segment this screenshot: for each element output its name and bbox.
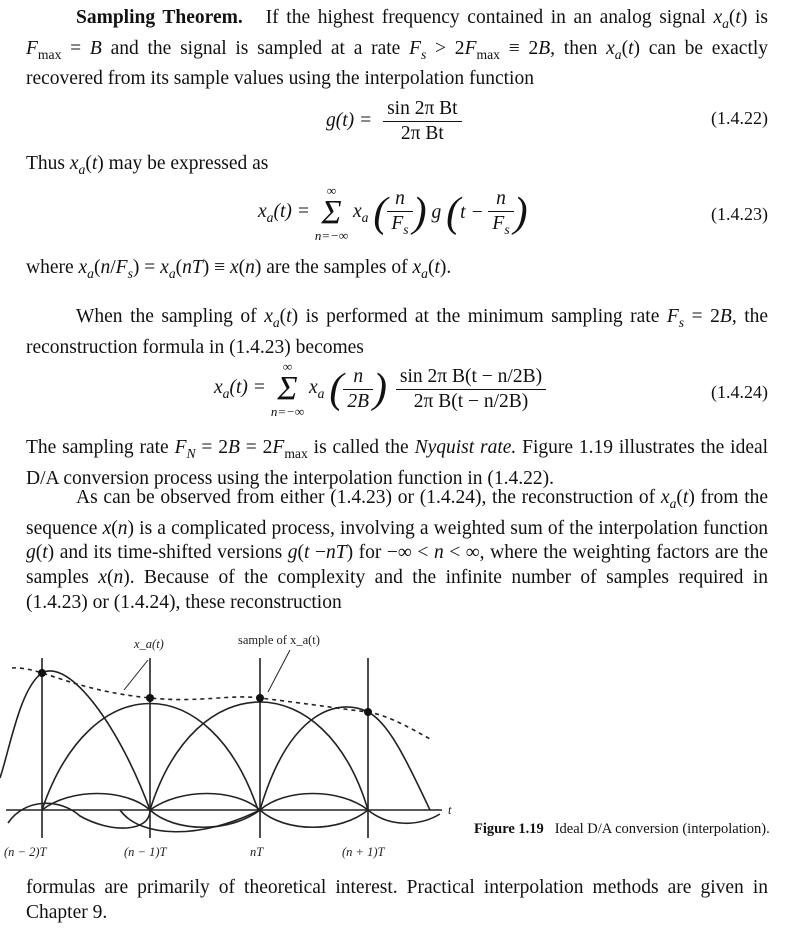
theorem-paragraph: Sampling Theorem. If the highest frequency contained in an analog signal $x_a(t)$ is $F_{max} = B$ and the signal is sampled at a rate $F_s > 2F_{max} \equiv 2B$, then $x_a(t)$ can be exactly recovered from its sample values using the interpolation function bbox=[26, 7, 769, 90]
sample-point bbox=[256, 694, 264, 702]
leader-line bbox=[268, 650, 290, 692]
equation-1-4-22: g(t) = $\frac{\text{sin 2π Bt}}{\text{2π Bt}}$ (1.4.22) bbox=[326, 98, 768, 144]
figure-caption bbox=[474, 820, 774, 839]
xa-label: x_a(t) bbox=[134, 637, 164, 651]
where-line: where $x_a(n/F_s) = x_a(nT) \equiv x(n)$ are the samples of $x_a(t)$. bbox=[26, 257, 452, 281]
side-lobe bbox=[8, 803, 150, 828]
closing-paragraph: formulas are primarily of theoretical interest. Practical interpolation methods are given in Chapter 9. bbox=[26, 877, 768, 923]
sample-point bbox=[364, 708, 372, 716]
reconstructed-signal bbox=[12, 668, 432, 740]
caption-label: Figure 1.19 bbox=[474, 821, 544, 837]
sample-point bbox=[146, 694, 154, 702]
figure-1-19 bbox=[0, 628, 470, 864]
equation-number: (1.4.24) bbox=[711, 382, 768, 402]
thus-line: Thus $x_a(t)$ may be expressed as bbox=[26, 153, 269, 177]
paragraph-2: When the sampling of $x_a(t)$ is performed at the minimum sampling rate $F_s = 2B$, the reconstruction formula in (1.4.23) becomes bbox=[26, 306, 769, 358]
paragraph-4: As can be observed from either (1.4.23) or (1.4.24), the reconstruction of $x_a(t)$ from the sequence x(n) is a complicated process, involving a weighted sum of the interpolation function g(t) and its time-shifted versions g(t −nT) for −∞ < n < ∞, where the weighting factors are the samples x(n). Because of the complexity and the infinite number of samples required in (1.4.23) or (1.4.24), these reconstruction bbox=[26, 487, 769, 614]
caption-text: Ideal D/A conversion (interpolation). bbox=[554, 821, 770, 837]
tick-label: nT bbox=[250, 845, 264, 859]
equation-number: (1.4.23) bbox=[711, 204, 768, 224]
paragraph-3: The sampling rate $F_N = 2B = 2F_{max}$ is called the Nyquist rate. Figure 1.19 illustrates the ideal D/A conversion process using the interpolation function in (1.4.22). bbox=[26, 437, 769, 489]
leader-line bbox=[124, 660, 148, 690]
tick-label: (n − 2)T bbox=[4, 845, 47, 859]
sample-label: sample of x_a(t) bbox=[238, 633, 320, 647]
equation-1-4-23: $x_a(t)$ = ∞ Σ n=−∞ $x_a$ ( $\frac{n}{F_s}$ ) g (t − $\frac{n}{F_s}$ ) (1.4.23) bbox=[258, 183, 768, 243]
tick-label: (n − 1)T bbox=[124, 845, 167, 859]
t-axis-label: t bbox=[448, 803, 452, 817]
side-lobe bbox=[260, 794, 440, 824]
interpolation-pulse bbox=[0, 671, 150, 810]
tick-label: (n + 1)T bbox=[342, 845, 385, 859]
equation-1-4-24: $x_a(t)$ = ∞ Σ n=−∞ $x_a$ ( $\frac{n}{2B}$ ) $\frac{\text{sin 2π B(t − n/2B)}}{\text{2π B(t − n/2B)}}$ (1.4.24) bbox=[214, 359, 768, 419]
interpolation-pulse bbox=[150, 702, 368, 810]
sample-point bbox=[38, 669, 46, 677]
theorem-heading: Sampling Theorem. bbox=[76, 7, 243, 28]
equation-number: (1.4.22) bbox=[711, 108, 768, 128]
